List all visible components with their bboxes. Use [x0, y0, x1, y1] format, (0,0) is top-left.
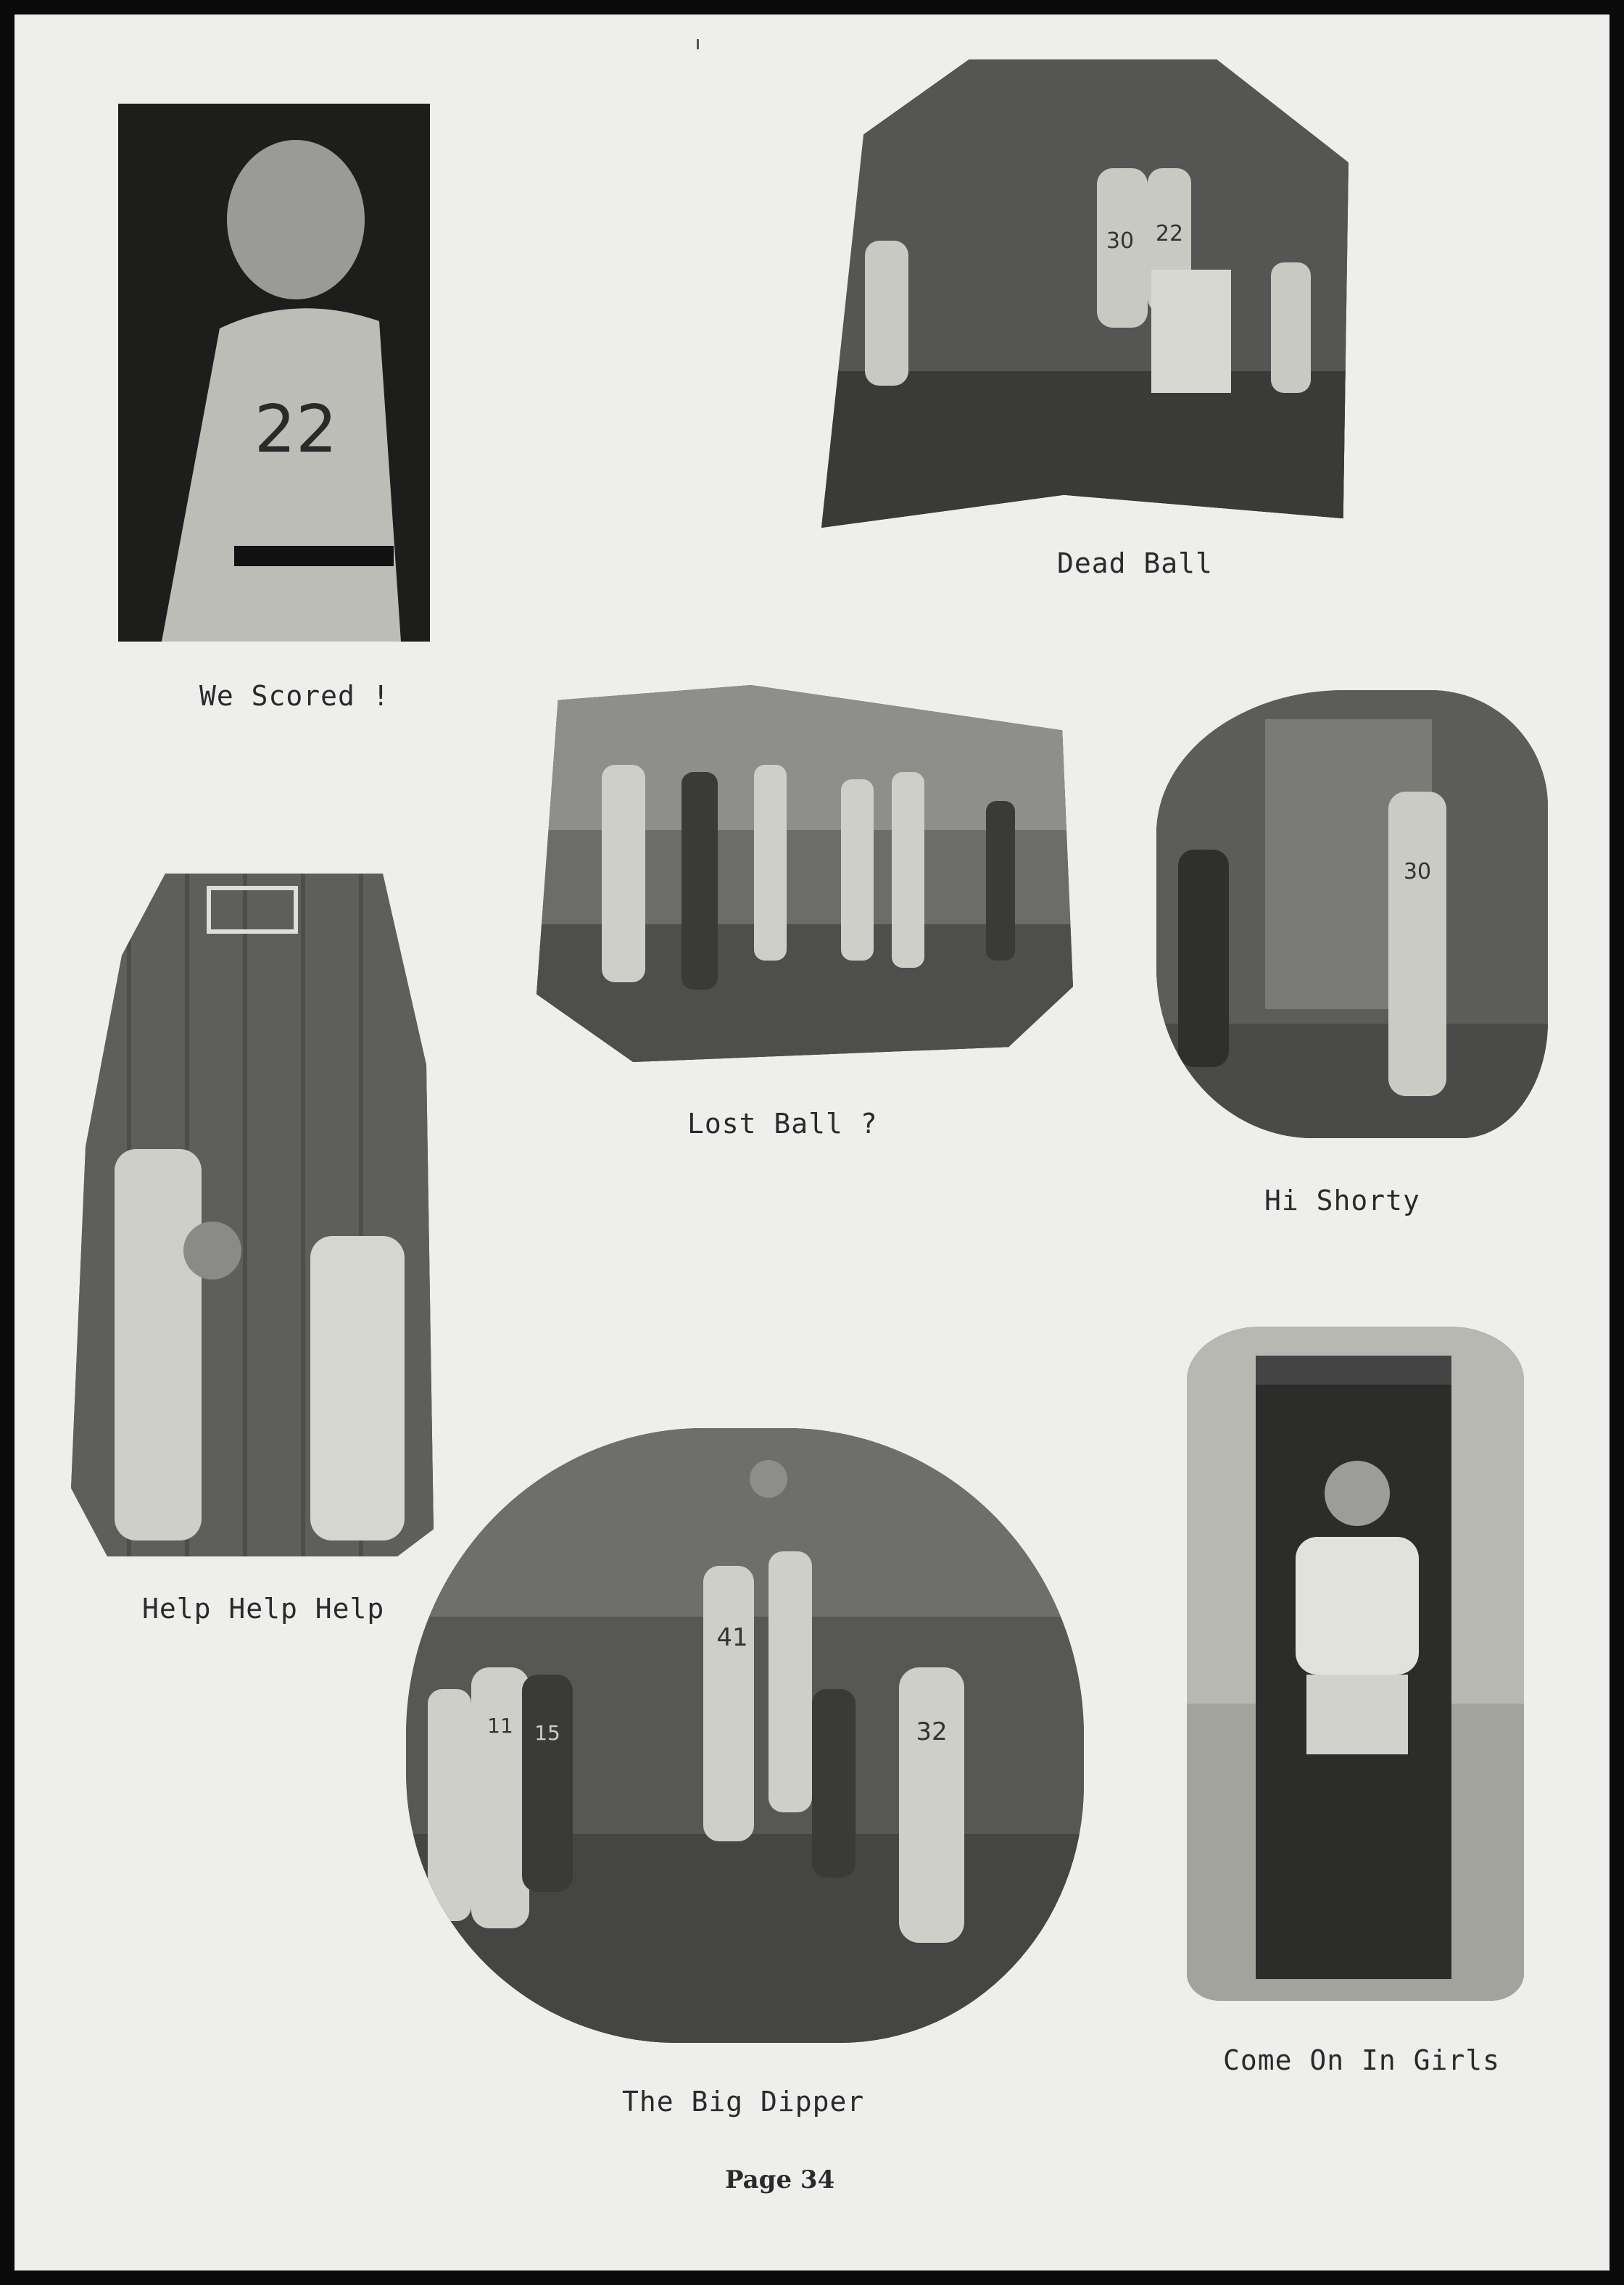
- jersey-number: 11: [487, 1714, 513, 1738]
- jersey-number: 15: [534, 1721, 560, 1745]
- photo-lost-ball: [536, 685, 1073, 1062]
- caption-come-on-in-girls: Come On In Girls: [1223, 2044, 1501, 2076]
- photo-help-help-help: [71, 874, 434, 1556]
- photo-hi-shorty-image: [1156, 690, 1548, 1138]
- caption-hi-shorty: Hi Shorty: [1264, 1185, 1420, 1216]
- caption-dead-ball: Dead Ball: [1057, 547, 1213, 579]
- jersey-number: 22: [254, 391, 338, 468]
- page-number: Page 34: [725, 2165, 835, 2194]
- page-mark: [697, 39, 699, 49]
- yearbook-page: [14, 14, 1610, 2271]
- photo-come-on-in-girls: [1187, 1327, 1524, 2001]
- photo-big-dipper: [406, 1428, 1084, 2043]
- caption-we-scored: We Scored !: [199, 680, 390, 712]
- jersey-number: 32: [916, 1717, 948, 1746]
- jersey-number: 30: [1106, 228, 1135, 254]
- photo-dead-ball: [821, 59, 1348, 528]
- photo-help-help-help-image: [71, 874, 434, 1556]
- jersey-number: 22: [1155, 221, 1184, 246]
- caption-big-dipper: The Big Dipper: [622, 2086, 865, 2118]
- photo-come-on-in-girls-image: [1187, 1327, 1524, 2001]
- caption-help-help-help: Help Help Help: [142, 1593, 385, 1625]
- caption-lost-ball: Lost Ball ?: [687, 1108, 878, 1140]
- jersey-number: 30: [1403, 859, 1432, 884]
- photo-dead-ball-image: [821, 59, 1348, 528]
- photo-big-dipper-image: [406, 1428, 1084, 2043]
- photo-hi-shorty: [1156, 690, 1548, 1138]
- photo-we-scored-image: [118, 104, 430, 642]
- photo-we-scored: [118, 104, 430, 642]
- jersey-number: 41: [716, 1623, 748, 1652]
- photo-lost-ball-image: [536, 685, 1073, 1062]
